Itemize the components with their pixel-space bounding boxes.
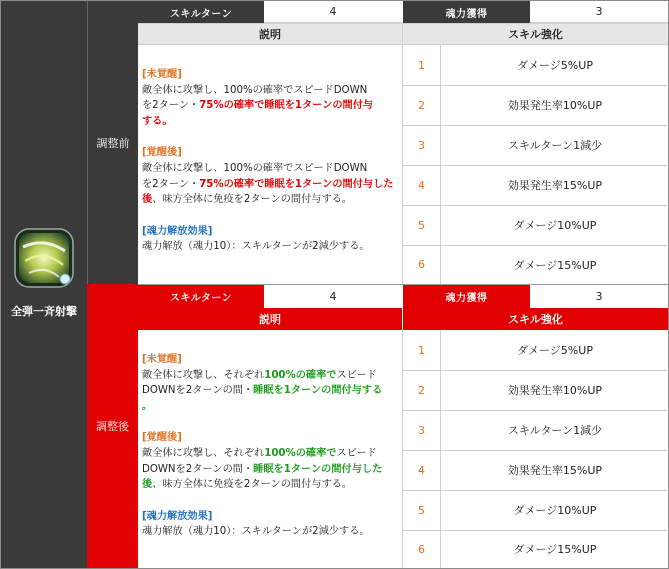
enhance-level: 1 (403, 45, 441, 85)
soul-gain-value-text: 3 (595, 290, 603, 303)
enhance-level: 5 (403, 490, 441, 530)
awakened-line3 (142, 477, 398, 493)
skill-cell (1, 1, 87, 568)
enhance-level: 1 (403, 330, 441, 370)
enhance-text: 効果発生率15%UP (507, 179, 603, 192)
enhance-text: スキルターン1減少 (507, 424, 603, 437)
soul-gain-header-after (402, 285, 530, 308)
awakened-line3 (142, 192, 398, 208)
soul-gain-header-before (402, 1, 530, 23)
enhance-text: ダメージ5%UP (517, 344, 593, 357)
text-span-red: 75%の確率で睡眠を1ターンの間付与した (199, 178, 394, 190)
soul-gain-value-text: 3 (595, 5, 603, 18)
skill-turn-header-label: スキルターン (169, 8, 233, 20)
enhance-text: ダメージ5%UP (517, 59, 593, 72)
row-label-after (87, 284, 138, 568)
enhance-level: 6 (403, 245, 441, 284)
enhance-list-before (402, 45, 668, 284)
text-span: 、味方全体に免疫を2ターンの間付与する。 (152, 479, 353, 491)
unawakened-line3: 。 (142, 400, 153, 412)
description-after (138, 330, 402, 568)
soul-gain-value-before (530, 1, 668, 23)
row-label-before (87, 1, 138, 284)
awakened-line1 (142, 446, 398, 462)
skill-turn-header-before (138, 1, 264, 23)
skill-turn-header-after (138, 285, 264, 308)
enhance-level: 2 (403, 85, 441, 125)
text-span: を2ターン・ (142, 100, 200, 112)
unawakened-heading: [未覚醒] (142, 354, 182, 365)
divider (403, 85, 669, 86)
description-header-after (138, 308, 402, 330)
unawakened-line1 (142, 368, 398, 384)
description-header-label: 説明 (259, 28, 281, 41)
divider (403, 490, 669, 491)
enhance-level: 2 (403, 370, 441, 410)
soul-gain-header-label: 魂力獲得 (445, 8, 488, 20)
awakened-line2 (142, 462, 398, 478)
divider (403, 205, 669, 206)
unawakened-heading: [未覚醒] (142, 69, 182, 80)
divider (403, 450, 669, 451)
text-span-red: 75%の確率で睡眠を1ターンの間付与 (199, 100, 374, 112)
divider (403, 245, 669, 246)
enhance-text: ダメージ15%UP (513, 543, 597, 556)
row-label-after-text: 調整後 (96, 420, 129, 433)
text-span-green: 100%の確率で (264, 447, 337, 459)
text-span: DOWNを2ターンの間・ (142, 463, 254, 475)
text-span-green: 睡眠を1ターンの間付与する (253, 385, 383, 397)
awakened-heading: [覚醒後] (142, 432, 182, 444)
soul-gain-value-after (530, 285, 668, 308)
unawakened-line1: 敵全体に攻撃し、100%の確率でスピードDOWN (142, 84, 368, 96)
unawakened-line2 (142, 383, 398, 399)
divider (403, 530, 669, 531)
enhance-level: 3 (403, 125, 441, 165)
enhance-level: 3 (403, 410, 441, 450)
text-span: を2ターン・ (142, 178, 200, 190)
awakened-heading: [覚醒後] (142, 147, 182, 159)
burst-fire-icon (13, 227, 75, 289)
enhance-text: 効果発生率10%UP (507, 384, 603, 397)
enhance-level: 4 (403, 165, 441, 205)
enhance-text: ダメージ10%UP (513, 219, 597, 232)
release-text: 魂力解放（魂力10）：スキルターンが2減少する。 (142, 241, 370, 253)
text-span: 、味方全体に免疫を2ターンの間付与する。 (152, 194, 353, 206)
release-text: 魂力解放（魂力10）：スキルターンが2減少する。 (142, 526, 370, 538)
unawakened-line2 (142, 98, 398, 114)
text-span-red: 後 (142, 194, 153, 206)
description-header-label: 説明 (259, 313, 281, 326)
skill-turn-value-before (264, 1, 402, 23)
enhance-level: 5 (403, 205, 441, 245)
enhance-text: スキルターン1減少 (507, 139, 603, 152)
enhance-header-label: スキル強化 (508, 28, 563, 41)
enhance-header-label: スキル強化 (508, 313, 563, 326)
divider (403, 410, 669, 411)
enhance-header-after (402, 308, 668, 330)
text-span-green: 後 (142, 479, 153, 491)
text-span: スピード (336, 369, 377, 381)
spacer (142, 208, 398, 224)
skill-turn-header-label: スキルターン (169, 293, 233, 304)
text-span-green: 100%の確率で (264, 369, 337, 381)
release-heading: [魂力解放効果] (142, 225, 213, 237)
divider (403, 125, 669, 126)
divider (403, 370, 669, 371)
enhance-text: 効果発生率10%UP (507, 99, 603, 112)
enhance-text: ダメージ15%UP (513, 258, 597, 272)
awakened-line1: 敵全体に攻撃し、100%の確率でスピードDOWN (142, 162, 368, 174)
soul-gain-header-label: 魂力獲得 (445, 293, 488, 304)
enhance-text: ダメージ10%UP (513, 504, 597, 517)
skill-turn-value-text: 4 (329, 290, 337, 303)
text-span-green: 睡眠を1ターンの間付与した (253, 463, 383, 475)
release-heading: [魂力解放効果] (142, 510, 213, 522)
enhance-header-before (402, 23, 668, 45)
awakened-line2 (142, 177, 398, 193)
enhance-level: 6 (403, 530, 441, 568)
skill-name: 全弾一斉射撃 (11, 305, 77, 318)
enhance-level: 4 (403, 450, 441, 490)
row-label-before-text: 調整前 (96, 136, 130, 150)
text-span: 敵全体に攻撃し、それぞれ (142, 369, 265, 381)
skill-turn-value-text: 4 (329, 5, 337, 18)
text-span: スピード (336, 447, 377, 459)
spacer (142, 493, 398, 509)
description-before (138, 45, 402, 284)
enhance-text: 効果発生率15%UP (507, 464, 603, 477)
description-header-before (138, 23, 402, 45)
text-span: 敵全体に攻撃し、それぞれ (142, 447, 265, 459)
spacer (142, 129, 398, 145)
text-span: DOWNを2ターンの間・ (142, 385, 254, 397)
spacer (142, 414, 398, 430)
skill-turn-value-after (264, 285, 402, 308)
enhance-list-after (402, 330, 668, 568)
unawakened-line3: する。 (142, 115, 173, 127)
divider (403, 165, 669, 166)
